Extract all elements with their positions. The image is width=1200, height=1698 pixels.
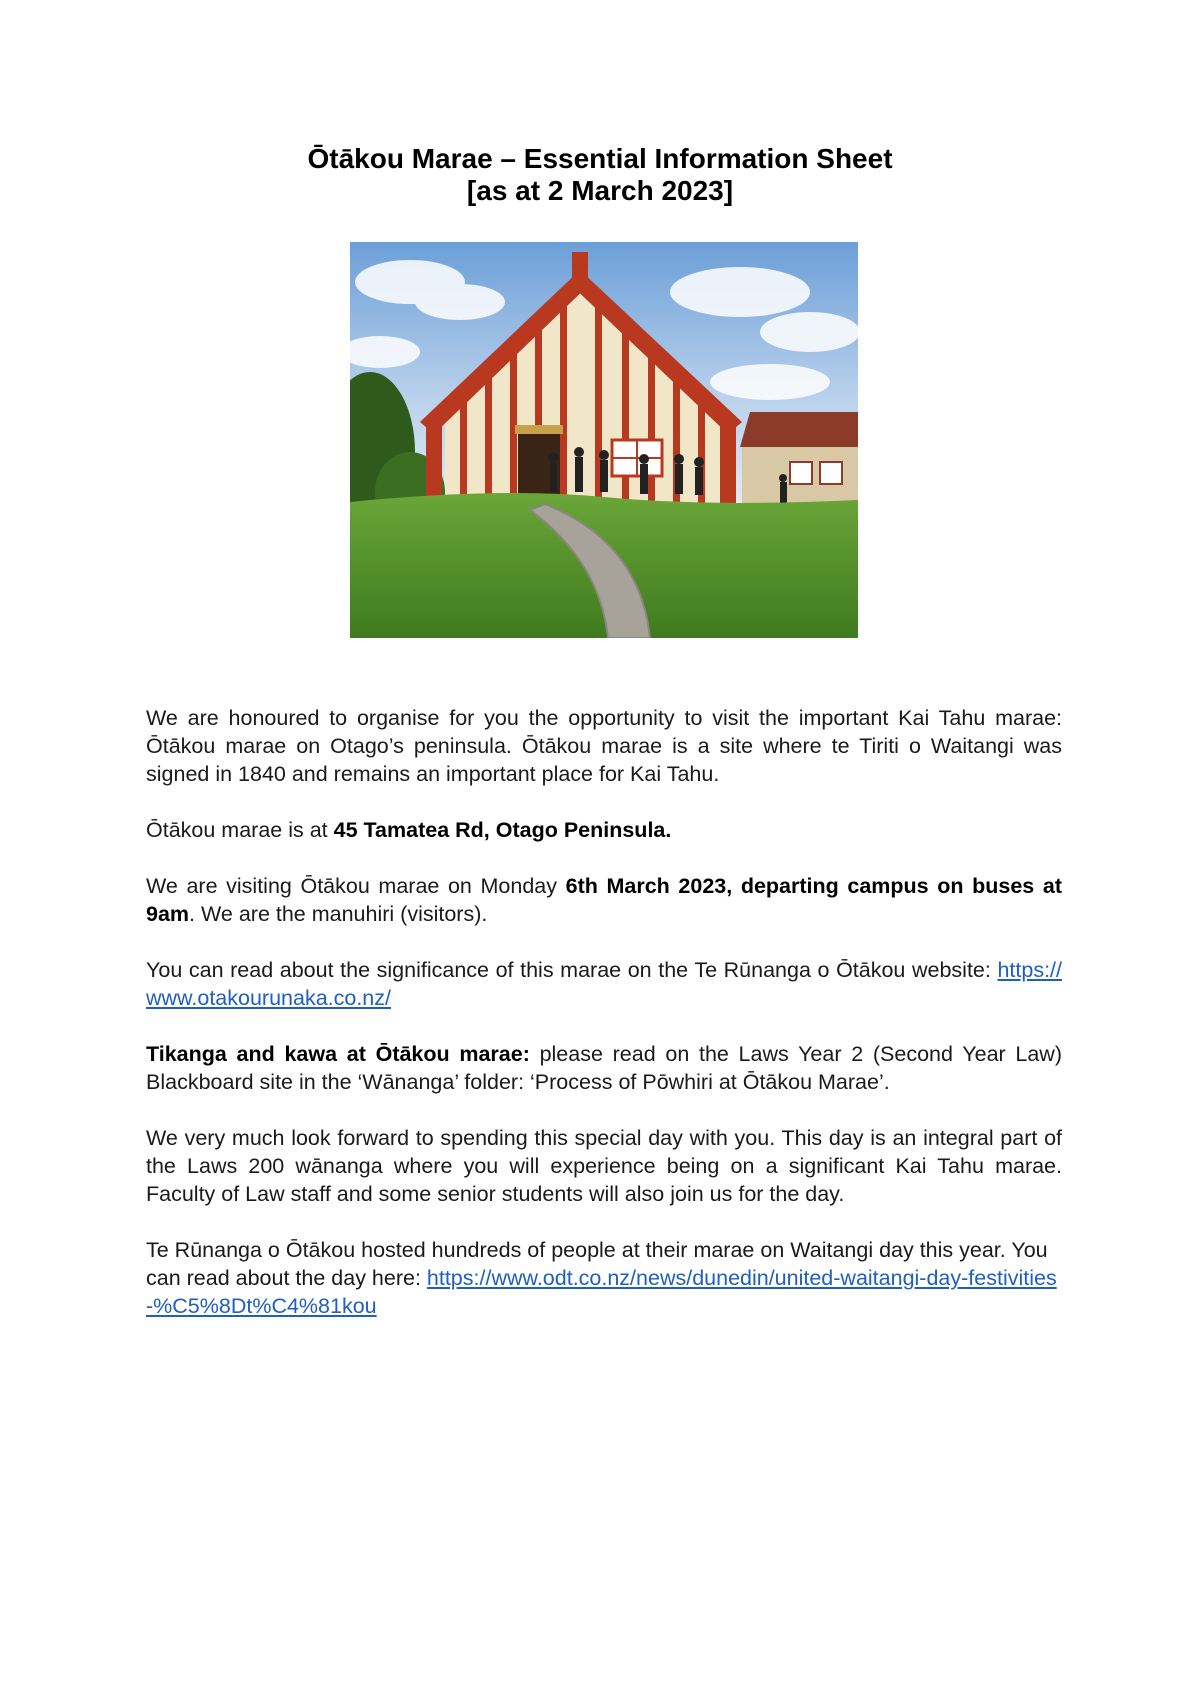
address-paragraph: [146, 816, 1062, 844]
runanga-website-link[interactable]: https://www.otakourunaka.co.nz/: [146, 958, 1062, 1010]
forward-paragraph: We very much look forward to spending this special day with you. This day is an integral part of the Laws 200 wānanga where you will experience being on a significant Kai Tahu marae. Faculty of Law staff and some senior students will also join us for the day.: [146, 1126, 1062, 1206]
title-line-1: Ōtākou Marae – Essential Information Sheet: [307, 143, 893, 174]
website-paragraph: [146, 956, 1062, 1012]
intro-paragraph: We are honoured to organise for you the opportunity to visit the important Kai Tahu marae: Ōtākou marae on Otago’s peninsula. Ōtākou marae is a site where te Tiriti o Waitangi was signed in 1840 and remains an important place for Kai Tahu.: [146, 706, 1062, 786]
odt-article-link[interactable]: https://www.odt.co.nz/news/dunedin/united-waitangi-day-festivities-%C5%8Dt%C4%81kou: [146, 1266, 1057, 1318]
visit-paragraph: [146, 872, 1062, 928]
waitangi-text: Te Rūnanga o Ōtākou hosted hundreds of people at their marae on Waitangi day this year. You can read about the day here:: [146, 1238, 1048, 1290]
visit-prefix: We are visiting Ōtākou marae on Monday: [146, 874, 566, 898]
title-line-2: [as at 2 March 2023]: [466, 175, 734, 206]
address-prefix: Ōtākou marae is at: [146, 818, 334, 842]
waitangi-paragraph: [146, 1236, 1062, 1320]
marae-illustration: [350, 242, 858, 638]
address-bold: 45 Tamatea Rd, Otago Peninsula.: [333, 818, 672, 842]
side-building: [740, 412, 858, 507]
tikanga-paragraph: [146, 1040, 1062, 1096]
website-text: You can read about the significance of this marae on the Te Rūnanga o Ōtākou website:: [146, 958, 998, 982]
visit-suffix: . We are the manuhiri (visitors).: [189, 902, 488, 926]
tikanga-heading: Tikanga and kawa at Ōtākou marae:: [146, 1042, 530, 1066]
tikanga-text: please read on the Laws Year 2 (Second Year Law) Blackboard site in the ‘Wānanga’ folder: ‘Process of Pōwhiri at Ōtākou Marae’.: [146, 1042, 1062, 1094]
body-text: [146, 704, 1062, 1348]
visit-date: 6th March 2023, departing campus on buses at 9am: [146, 874, 1062, 926]
page-title: [0, 143, 1200, 207]
marae-photo: [350, 242, 858, 638]
